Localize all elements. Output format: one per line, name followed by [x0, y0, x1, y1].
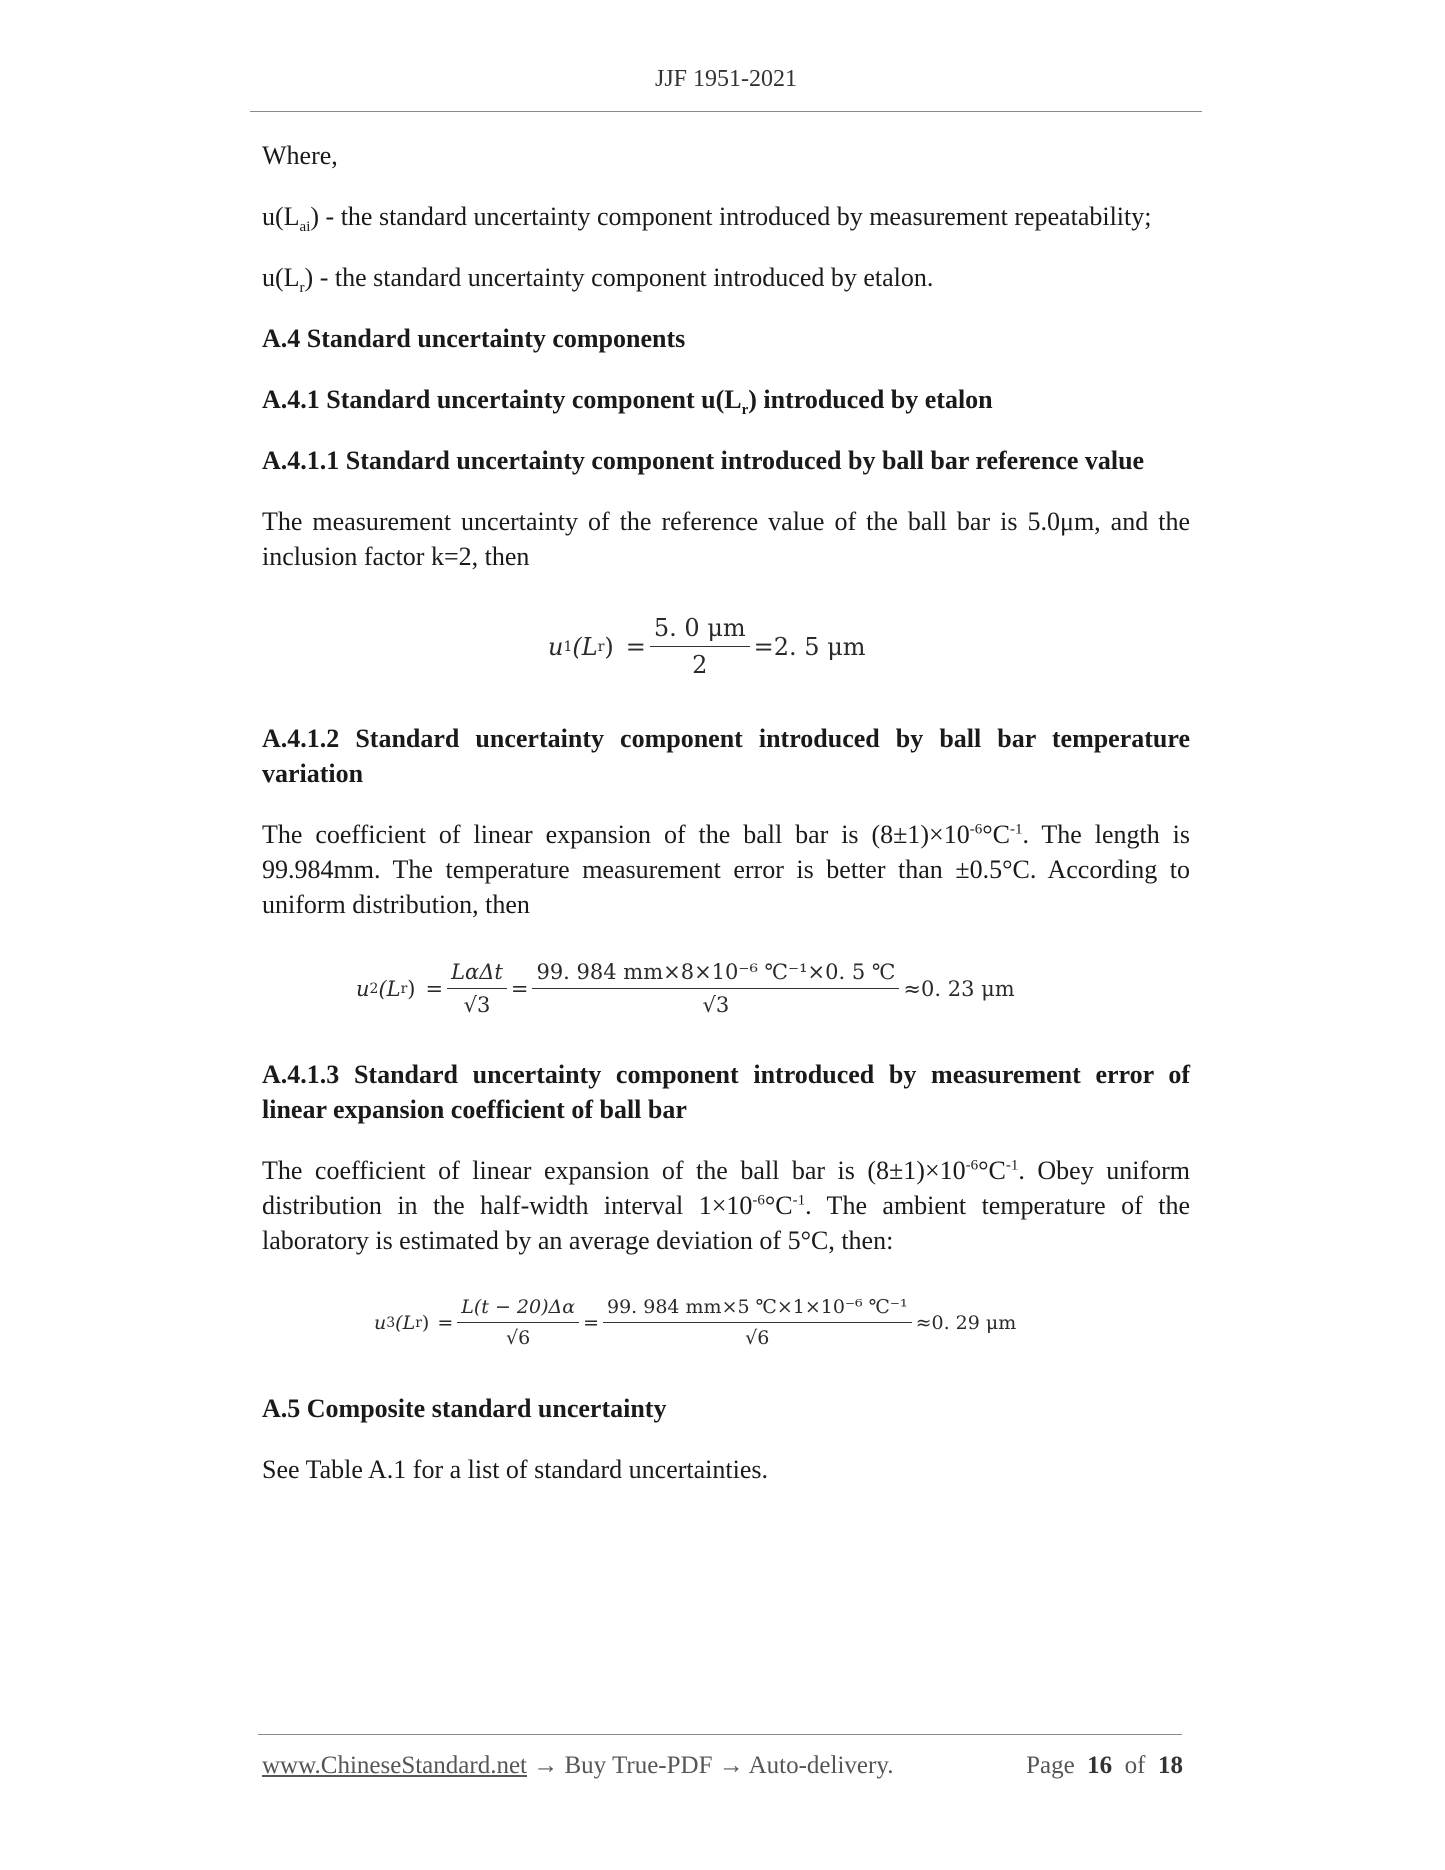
buy-pdf-text: Buy True-PDF: [564, 1752, 713, 1779]
footer-promo: [262, 1752, 893, 1780]
header-rule: [250, 111, 1202, 112]
total-pages: 18: [1158, 1752, 1183, 1779]
arrow-right-icon: →: [527, 1752, 565, 1779]
paragraph-reference-value: The measurement uncertainty of the reference value of the ball bar is 5.0μm, and the inclusion factor k=2, then: [262, 507, 1190, 571]
equation-u1: u 1 (L r ) = $\frac{5. 0 \mu m}{2}$ =2. 5 μm: [548, 614, 866, 679]
page-number: Page 16 of 18: [1026, 1752, 1183, 1779]
definition-etalon: $u(L_r)$ - the standard uncertainty component introduced by etalon.: [262, 263, 934, 297]
heading-a411: A.4.1.1 Standard uncertainty component introduced by ball bar reference value: [262, 446, 1145, 475]
where-text: Where,: [262, 141, 338, 170]
document-header: JJF 1951-2021: [654, 66, 798, 92]
paragraph-expansion-coefficient: The coefficient of linear expansion of the ball bar is $(8\pm 1)\times 10^{-6}^\circ C^{-1}$. Obey uniform distribution in the half-width interval $1\times 10^{-6}^\circ C^{-1}$. The ambient temperature of the laboratory is estimated by an average deviation of 5°C, then:: [262, 1156, 1190, 1255]
page-content: [262, 138, 1190, 1487]
paragraph-see-table: See Table A.1 for a list of standard uncertainties.: [262, 1455, 768, 1484]
paragraph-temperature: The coefficient of linear expansion of the ball bar is $(8\pm 1)\times 10^{-6}^\circ C^{-1}$. The length is 99.984mm. The temperature measurement error is better than ±0.5°C. According to uniform distribution, then: [262, 820, 1190, 919]
heading-a5: A.5 Composite standard uncertainty: [262, 1394, 667, 1423]
heading-a4: A.4 Standard uncertainty components: [262, 324, 686, 353]
equation-u2: u 2 (L r ) = $\frac{\text{LαΔt}}{√3}$ = $\frac{\text{99. 984 mm×8×10⁻⁶ ℃⁻¹×0. 5 ℃}}{√3}$ ≈0. 23 μm: [356, 960, 1015, 1017]
website-link[interactable]: www.ChineseStandard.net: [262, 1752, 527, 1779]
arrow-right-icon: →: [712, 1752, 749, 1779]
current-page: 16: [1087, 1752, 1113, 1779]
definition-repeatability: $u(L_{ai})$ - the standard uncertainty component introduced by measurement repeatability;: [262, 202, 1152, 236]
heading-a412: A.4.1.2 Standard uncertainty component introduced by ball bar temperature variation: [262, 724, 1190, 788]
heading-a41: A.4.1 Standard uncertainty component $u(L_r)$ introduced by etalon: [262, 385, 993, 419]
heading-a413: A.4.1.3 Standard uncertainty component introduced by measurement error of linear expansion coefficient of ball bar: [262, 1060, 1190, 1124]
equation-u3: u 3 (L r ) = $\frac{L(t - 20)\Delta\alpha}{√6}$ = $\frac{\text{99. 984 mm×5 ℃×1×10⁻⁶ ℃⁻¹}}{√6}$ ≈0. 29 μm: [374, 1296, 1017, 1349]
footer-rule: [258, 1734, 1182, 1735]
auto-delivery-text: Auto-delivery.: [748, 1752, 894, 1779]
